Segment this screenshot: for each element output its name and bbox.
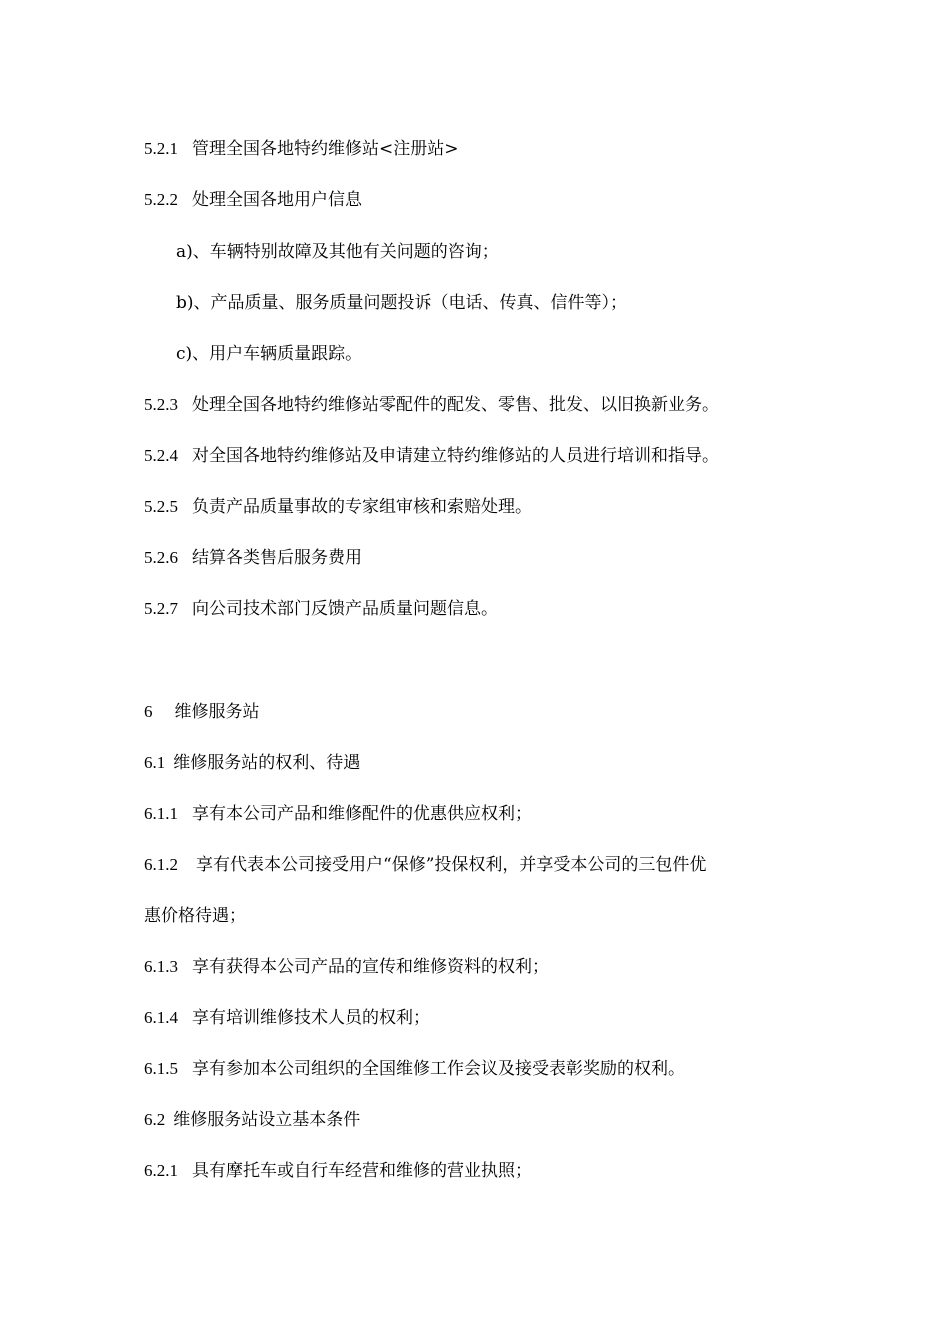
clause-text: 享有培训维修技术人员的权利； <box>192 1008 430 1028</box>
clause-text: 享有参加本公司组织的全国维修工作会议及接受表彰奖励的权利。 <box>192 1059 685 1079</box>
clause-number: 6.2.1 <box>144 1161 178 1180</box>
sub-item-text: a)、车辆特别故障及其他有关问题的咨询； <box>176 242 499 262</box>
clause-6-1-3 <box>144 955 549 979</box>
section-title: 维修服务站的权利、待遇 <box>173 753 361 773</box>
clause-number: 5.2.1 <box>144 139 178 158</box>
sub-item-text: c)、用户车辆质量跟踪。 <box>176 344 363 364</box>
clause-text: 享有获得本公司产品的宣传和维修资料的权利； <box>192 957 549 977</box>
section-6-1-heading <box>144 751 360 775</box>
clause-text: 享有本公司产品和维修配件的优惠供应权利； <box>192 804 532 824</box>
clause-number: 6.1.1 <box>144 804 178 823</box>
clause-5-2-4 <box>144 444 719 468</box>
clause-number: 6.1.4 <box>144 1008 178 1027</box>
clause-5-2-3 <box>144 393 719 417</box>
clause-5-2-2 <box>144 188 362 212</box>
section-title: 维修服务站设立基本条件 <box>173 1110 361 1130</box>
clause-number: 5.2.2 <box>144 190 178 209</box>
clause-6-1-1 <box>144 802 532 826</box>
section-title: 维修服务站 <box>174 702 260 722</box>
clause-text: 负责产品质量事故的专家组审核和索赔处理。 <box>192 497 532 517</box>
clause-number: 5.2.7 <box>144 599 178 618</box>
sub-item-a <box>176 240 499 264</box>
clause-5-2-7 <box>144 597 498 621</box>
clause-text: 具有摩托车或自行车经营和维修的营业执照； <box>192 1161 532 1181</box>
clause-text: 对全国各地特约维修站及申请建立特约维修站的人员进行培训和指导。 <box>192 446 719 466</box>
clause-text: 管理全国各地特约维修站<注册站> <box>192 139 459 159</box>
clause-number: 6.1.2 <box>144 855 178 874</box>
clause-text: 结算各类售后服务费用 <box>192 548 362 568</box>
clause-text: 享有代表本公司接受用户“保修”投保权利，并享受本公司的三包件优 <box>196 855 707 875</box>
clause-5-2-5 <box>144 495 532 519</box>
clause-number: 5.2.5 <box>144 497 178 516</box>
sub-item-c <box>176 342 362 366</box>
section-number: 6.2 <box>144 1110 166 1129</box>
section-6-2-heading <box>144 1108 360 1132</box>
sub-item-b <box>176 291 627 315</box>
clause-number: 5.2.3 <box>144 395 178 414</box>
clause-text: 向公司技术部门反馈产品质量问题信息。 <box>192 599 498 619</box>
clause-5-2-6 <box>144 546 362 570</box>
clause-number: 6.1.5 <box>144 1059 178 1078</box>
clause-6-1-2-continued <box>144 904 246 928</box>
clause-number: 5.2.6 <box>144 548 178 567</box>
clause-number: 5.2.4 <box>144 446 178 465</box>
sub-item-text: b)、产品质量、服务质量问题投诉（电话、传真、信件等）； <box>176 293 628 313</box>
section-number: 6 <box>144 702 153 721</box>
section-number: 6.1 <box>144 753 166 772</box>
clause-6-1-4 <box>144 1006 430 1030</box>
clause-text: 惠价格待遇； <box>144 906 246 926</box>
clause-text: 处理全国各地特约维修站零配件的配发、零售、批发、以旧换新业务。 <box>192 395 719 415</box>
clause-6-1-5 <box>144 1057 685 1081</box>
clause-5-2-1 <box>144 137 459 161</box>
clause-6-1-2 <box>144 853 706 877</box>
clause-number: 6.1.3 <box>144 957 178 976</box>
clause-6-2-1 <box>144 1159 532 1183</box>
clause-text: 处理全国各地用户信息 <box>192 190 362 210</box>
section-6-heading <box>144 700 260 724</box>
